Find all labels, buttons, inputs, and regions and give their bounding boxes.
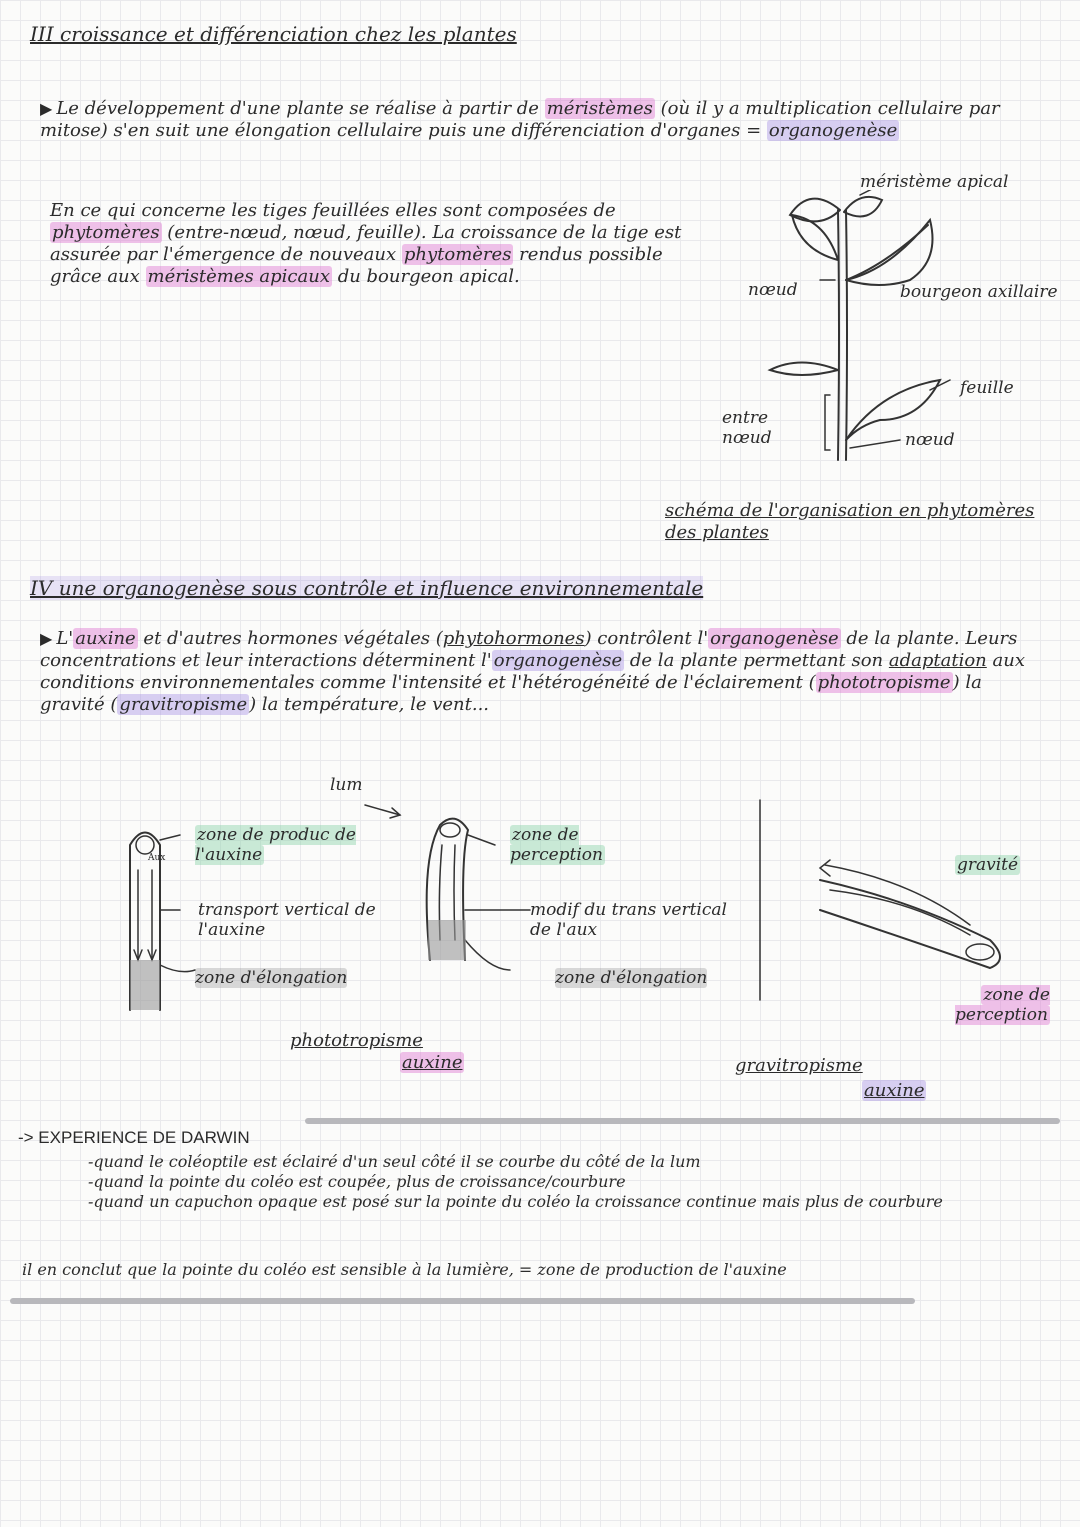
darwin-item: -quand le coléoptile est éclairé d'un seul côté il se courbe du côté de la lum [88, 1152, 701, 1171]
label-photo-auxine-text: auxine [402, 1052, 463, 1073]
label-gravitropisme: gravitropisme [735, 1055, 863, 1076]
label-zone-production [195, 825, 375, 865]
text: (où il y a multiplication cellulaire par mitose) s'en suit une élongation cellulaire puis une différenciation d'organes = [40, 98, 1000, 141]
text: Le développement d'une plante se réalise à partir de [56, 98, 545, 119]
label-gravi-auxine-text: auxine [864, 1080, 925, 1101]
darwin-list [88, 1152, 1058, 1212]
darwin-item: -quand la pointe du coléo est coupée, plus de croissance/courbure [88, 1172, 626, 1191]
darwin-title: -> EXPERIENCE DE DARWIN [18, 1128, 250, 1147]
label-bourgeon-axillaire: bourgeon axillaire [900, 282, 1058, 302]
text: ) la gravité ( [40, 672, 982, 715]
term-phytomeres-2: phytomères [403, 244, 512, 265]
plant-diagram-caption: schéma de l'organisation en phytomères des plantes [665, 500, 1035, 543]
label-lum: lum [330, 775, 363, 795]
label-zone-perception-2-text: zone de perception [955, 985, 1050, 1025]
label-entre-noeud: entre nœud [722, 408, 772, 448]
divider-rule [305, 1118, 1060, 1124]
term-organogenese: organogenèse [768, 120, 898, 141]
label-modif-transport: modif du trans vertical de l'aux [530, 900, 727, 940]
label-photo-auxine [400, 1052, 464, 1074]
section-3-title: III croissance et différenciation chez les plantes [30, 22, 517, 46]
label-noeud-right: nœud [905, 430, 955, 450]
text: aux conditions environnementales comme l'intensité et l'hétérogénéité de l'éclairement ( [40, 650, 1025, 693]
text: En ce qui concerne les tiges feuillées elles sont composées de [50, 200, 616, 221]
paragraph-phytomeres [50, 200, 710, 288]
text: ) la température, le vent... [249, 694, 490, 715]
text: et d'autres hormones végétales ( [137, 628, 443, 649]
label-phototropisme: phototropisme [290, 1030, 423, 1051]
label-zone-production-text: zone de produc de l'auxine [195, 825, 356, 865]
label-zone-perception [510, 825, 670, 865]
term-meristemes-apicaux: méristèmes apicaux [147, 266, 330, 287]
label-zone-elongation-2-text: zone d'élongation [555, 968, 708, 988]
text: L' [56, 628, 74, 649]
label-meristeme-apical: méristème apical [860, 172, 1009, 192]
text: (entre-nœud, nœud, feuille). La croissance de la tige est assurée par l'émergence de nouveaux [50, 222, 682, 265]
label-zone-elongation-2 [555, 968, 707, 988]
section-4-title [30, 576, 703, 600]
paragraph-development [40, 98, 1040, 142]
label-noeud-left: nœud [748, 280, 798, 300]
bullet-icon: ▶ [40, 99, 53, 118]
label-gravite [955, 855, 1020, 875]
label-feuille: feuille [960, 378, 1014, 398]
term-organogenese-b: organogenèse [493, 650, 623, 671]
text: de la plante. Leurs concentrations et leur interactions déterminent l' [40, 628, 1018, 671]
term-meristemes: méristèmes [546, 98, 653, 119]
term-phytomeres: phytomères [52, 222, 160, 243]
term-phytohormones: phytohormones [442, 628, 585, 649]
text: du bourgeon apical. [331, 266, 520, 287]
term-organogenese-a: organogenèse [710, 628, 839, 649]
label-transport-vertical: transport vertical de l'auxine [198, 900, 376, 940]
term-gravitropisme: gravitropisme [119, 694, 248, 715]
darwin-item: -quand un capuchon opaque est posé sur la pointe du coléo la croissance continue mais plus de courbure [88, 1192, 943, 1211]
label-zone-elongation-1 [195, 968, 347, 988]
term-auxine: auxine [75, 628, 136, 649]
label-zone-perception-2 [935, 985, 1050, 1025]
term-phototropisme: phototropisme [817, 672, 951, 693]
bullet-icon: ▶ [40, 629, 53, 648]
elongation-zone-shade [130, 960, 160, 1010]
elongation-zone-shade [428, 920, 466, 960]
term-adaptation: adaptation [888, 650, 987, 671]
divider-rule [10, 1298, 915, 1304]
darwin-conclusion: il en conclut que la pointe du coléo est sensible à la lumière, = zone de production de l'auxine [22, 1260, 787, 1279]
label-gravi-auxine [862, 1080, 926, 1102]
label-zone-perception-text: zone de perception [510, 825, 603, 865]
text: de la plante permettant son [624, 650, 889, 671]
label-aux: Aux [148, 853, 166, 863]
section-4-title-text: IV une organogenèse sous contrôle et influence environnementale [30, 576, 704, 600]
paragraph-auxine [40, 628, 1050, 716]
text: rendus possible grâce aux [50, 244, 663, 287]
label-gravite-text: gravité [957, 855, 1019, 875]
label-zone-elongation-1-text: zone d'élongation [195, 968, 348, 988]
text: ) contrôlent l' [584, 628, 709, 649]
